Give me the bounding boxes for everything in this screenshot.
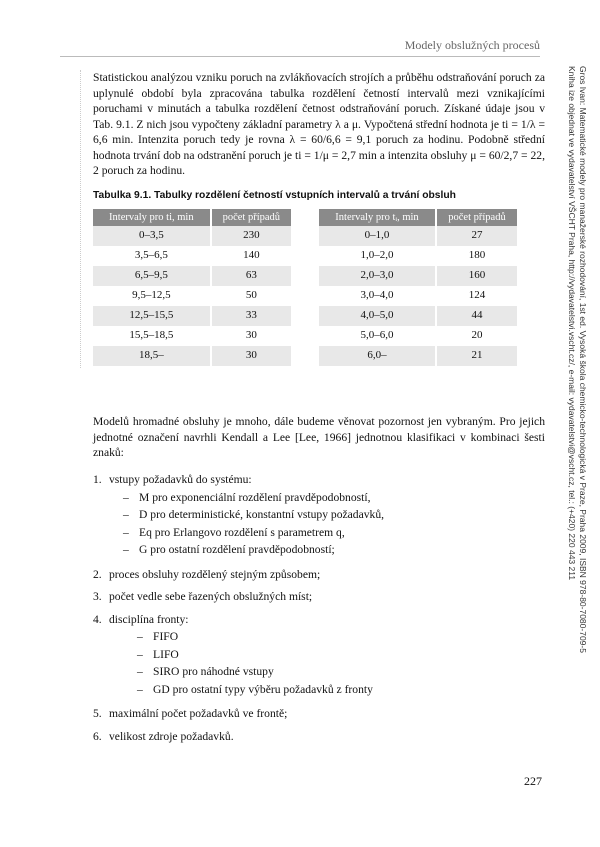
table-row [93,226,291,246]
table-cell: 21 [436,346,517,366]
table-row [319,306,517,326]
kendall-list [93,472,545,744]
table-service-times [319,209,517,366]
table-cell: 27 [436,226,517,246]
sublist-text: D pro deterministické, konstantní vstupy požadavků, [139,508,385,522]
list-number: 3. [93,590,102,604]
page-number: 227 [524,774,542,788]
list-text: proces obsluhy rozdělený stejným způsobem; [109,567,321,581]
margin-dotted-line [80,70,81,368]
table-row [319,346,517,366]
sublist-text: GD pro ostatní typy výběru požadavků z fronty [153,682,373,696]
dash-marker: – [123,543,129,557]
table-cell: 3,5–6,5 [93,246,211,266]
list-item [93,729,545,745]
table-row [319,246,517,266]
table-cell: 180 [436,246,517,266]
dash-marker: – [137,665,143,679]
table-cell: 9,5–12,5 [93,286,211,306]
table-cell: 18,5– [93,346,211,366]
dash-marker: – [137,682,143,696]
list-item [93,567,545,583]
table-cell: 6,5–9,5 [93,266,211,286]
dash-marker: – [137,630,143,644]
list-item [93,706,545,722]
table-header-cell: počet případů [211,209,291,226]
paragraph-intro: Statistickou analýzou vzniku poruch na zvlákňovacích strojích a průběhu odstraňování poruch za uplynulé období byla zpracována tabulka rozdělení četností intervalů mezi vznikajícími poruchami v minutách a tabulka rozdělení četnost odstraňování poruch. Získané údaje jsou v Tab. 9.1. Z nich jsou vypočteny základní parametry λ a μ. Vypočtená střední hodnota je ti = 1/λ = 6,6 min. Intenzita poruch tedy je rovna λ = 60/6,6 = 9,1 poruch za hodinu. Podobně střední hodnota trvání dob na odstranění poruch je ti = 1/μ = 2,7 min a intenzita obsluhy μ = 60/2,7 = 22, 2 poruch za hodinu. [93,71,545,177]
table-row [319,326,517,346]
table-row [93,286,291,306]
list-number: 2. [93,567,102,581]
list-item [93,472,545,560]
table-header-cell: počet případů [436,209,517,226]
sublist-text: M pro exponenciální rozdělení pravděpodobností, [139,490,371,504]
sublist-item [123,525,384,541]
sublist-item [137,682,373,698]
table-caption: Tabulka 9.1. Tabulky rozdělení četností vstupních intervalů a trvání obsluh [93,189,456,201]
table-cell: 2,0–3,0 [319,266,436,286]
list-number: 6. [93,729,102,743]
sublist-item [137,647,373,663]
list-text: disciplína fronty: [109,612,189,626]
table-cell: 3,0–4,0 [319,286,436,306]
table-cell: 0–3,5 [93,226,211,246]
table-cell: 160 [436,266,517,286]
table-input-intervals [93,209,291,366]
table-row [93,346,291,366]
table-cell: 44 [436,306,517,326]
sublist-item [123,507,384,523]
list-text: počet vedle sebe řazených obslužných míst; [109,590,313,604]
sublist-item [123,490,384,506]
sublist-text: SIRO pro náhodné vstupy [153,665,274,679]
table-header-cell: Intervaly pro ti, min [93,209,211,226]
table-cell: 50 [211,286,291,306]
table-cell: 5,0–6,0 [319,326,436,346]
running-header: Modely obslužných procesů [404,38,540,52]
table-row [319,286,517,306]
list-item [93,589,545,605]
table-cell: 33 [211,306,291,326]
table-cell: 30 [211,346,291,366]
table-cell: 124 [436,286,517,306]
dash-marker: – [123,508,129,522]
table-row [93,326,291,346]
table-cell: 1,0–2,0 [319,246,436,266]
sublist-text: Eq pro Erlangovo rozdělení s parametrem q, [139,525,345,539]
table-cell: 140 [211,246,291,266]
table-header-cell: Intervaly pro tᵢ, min [319,209,436,226]
input-distribution-sublist [109,490,384,558]
side-copyright-text [566,66,588,653]
dash-marker: – [123,490,129,504]
sublist-text: LIFO [153,647,179,661]
table-cell: 20 [436,326,517,346]
table-row [93,246,291,266]
table-row [319,266,517,286]
table-cell: 6,0– [319,346,436,366]
side-text-line-2: Kniha ize objednat ve vydavatelství VŠCHT Praha, http://vydavatelstvi.vscht.cz/, e-mail: vydavatelstvi@vscht.cz, tel.: (+420) 220 443 211 [567,66,577,581]
list-number: 5. [93,707,102,721]
list-text: vstupy požadavků do systému: [109,473,252,487]
table-cell: 0–1,0 [319,226,436,246]
sublist-item [137,664,373,680]
page-content [93,70,545,751]
table-cell: 15,5–18,5 [93,326,211,346]
list-text: velikost zdroje požadavků. [109,729,234,743]
table-cell: 12,5–15,5 [93,306,211,326]
list-item [93,612,545,700]
table-cell: 4,0–5,0 [319,306,436,326]
queue-discipline-sublist [109,629,373,697]
list-number: 1. [93,473,102,487]
table-cell: 30 [211,326,291,346]
sublist-text: G pro ostatní rozdělení pravděpodobností; [139,543,335,557]
dash-marker: – [123,525,129,539]
header-divider [60,56,540,57]
list-number: 4. [93,612,102,626]
list-text: maximální počet požadavků ve frontě; [109,707,288,721]
sublist-item [123,542,384,558]
tables-row [93,209,517,366]
table-cell: 63 [211,266,291,286]
sublist-text: FIFO [153,630,179,644]
paragraph-kendall: Modelů hromadné obsluhy je mnoho, dále budeme věnovat pozornost jen vybraným. Pro jejich jednotné označení navrhli Kendall a Lee [Lee, 1966] jednotnou klasifikaci v kombinaci šesti znaků: [93,415,545,459]
dash-marker: – [137,647,143,661]
table-cell: 230 [211,226,291,246]
table-row [93,266,291,286]
sublist-item [137,629,373,645]
table-row [93,306,291,326]
side-text-line-1: Gros Ivan: Matematické modely pro manažerské rozhodování, 1st ed. Vysoká škola chemicko-technologická v Praze, Praha 2009, ISBN 978-80-7080-709-5 [578,66,588,653]
table-row [319,226,517,246]
